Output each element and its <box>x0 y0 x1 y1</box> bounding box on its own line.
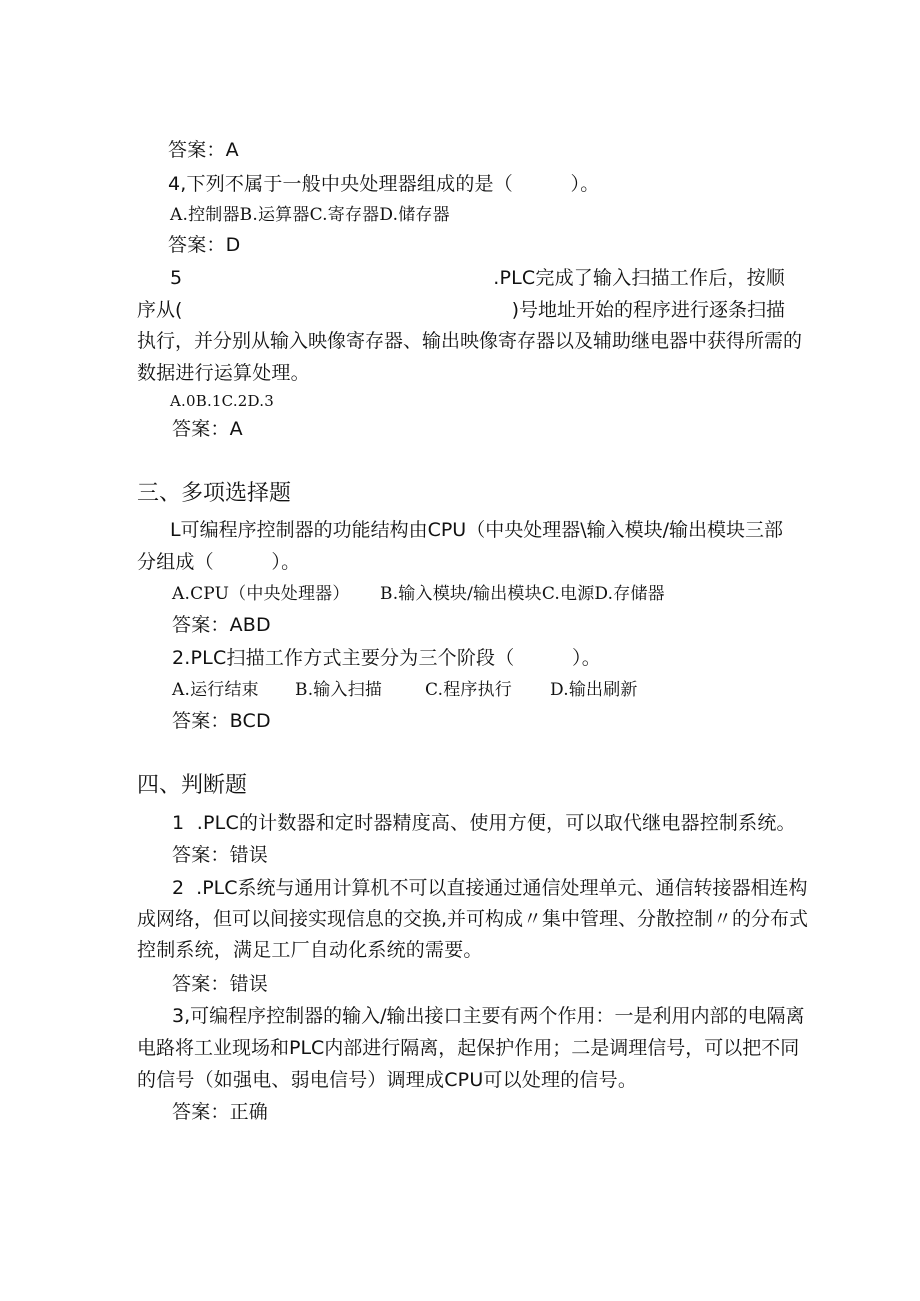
s3-q2-answer: 答案：BCD <box>172 710 271 732</box>
q5-answer: 答案：A <box>172 418 243 440</box>
q5-line2-right: )号地址开始的程序进行逐条扫描 <box>511 299 785 321</box>
s4-q1-stem: 1 .PLC的计数器和定时器精度高、使用方便，可以取代继电器控制系统。 <box>172 812 796 834</box>
s4-q3-line3: 的信号（如强电、弱电信号）调理成CPU可以处理的信号。 <box>137 1069 638 1091</box>
section4-title: 四、判断题 <box>137 773 248 798</box>
q4-answer: 答案：D <box>168 234 241 256</box>
q4-stem: 4,下列不属于一般中央处理器组成的是（ ）。 <box>168 173 600 195</box>
q5-number: 5 <box>170 267 183 289</box>
s3-q1-answer: 答案：ABD <box>172 614 271 636</box>
s4-q3-line2: 电路将工业现场和PLC内部进行隔离，起保护作用；二是调理信号，可以把不同 <box>137 1037 800 1059</box>
s4-q3-line1: 3,可编程序控制器的输入/输出接口主要有两个作用：一是利用内部的电隔离 <box>172 1005 805 1027</box>
s3-q2-option-c: C.程序执行 <box>425 680 513 700</box>
q5-line1-right: .PLC完成了输入扫描工作后，按顺 <box>493 267 785 289</box>
q5-line3: 执行，并分别从输入映像寄存器、输出映像寄存器以及辅助继电器中获得所需的 <box>137 330 803 352</box>
q4-options: A.控制器B.运算器C.寄存器D.储存器 <box>170 205 450 225</box>
s3-q1-line2: 分组成（ ）。 <box>137 551 301 573</box>
s4-q2-line3: 控制系统，满足工厂自动化系统的需要。 <box>137 939 483 961</box>
q5-options: A.0B.1C.2D.3 <box>170 392 274 410</box>
s3-q2-stem: 2.PLC扫描工作方式主要分为三个阶段（ ）。 <box>172 647 601 669</box>
s3-q1-option-a: A.CPU（中央处理器） <box>172 584 350 604</box>
s4-q2-line1: 2 .PLC系统与通用计算机不可以直接通过通信处理单元、通信转接器相连构 <box>172 877 808 899</box>
q5-line2 <box>137 298 785 322</box>
s3-q2-option-d: D.输出刷新 <box>550 680 638 700</box>
s4-q3-answer: 答案：正确 <box>172 1101 269 1123</box>
s3-q2-option-b: B.输入扫描 <box>295 680 383 700</box>
s3-q2-option-a: A.运行结束 <box>172 680 259 700</box>
answer-prev: 答案：A <box>168 139 239 161</box>
q5-line4: 数据进行运算处理。 <box>137 362 310 384</box>
s4-q2-line2: 成网络，但可以间接实现信息的交换,并可构成〃集中管理、分散控制〃的分布式 <box>137 908 809 930</box>
s3-q1-line1: L可编程序控制器的功能结构由CPU（中央处理器\输入模块/输出模块三部 <box>170 519 784 541</box>
section3-title: 三、多项选择题 <box>137 481 292 506</box>
s4-q1-answer: 答案：错误 <box>172 844 269 866</box>
q5-line2-left: 序从( <box>137 299 183 321</box>
s4-q2-answer: 答案：错误 <box>172 973 269 995</box>
s3-q1-option-rest: B.输入模块/输出模块C.电源D.存储器 <box>380 584 665 604</box>
